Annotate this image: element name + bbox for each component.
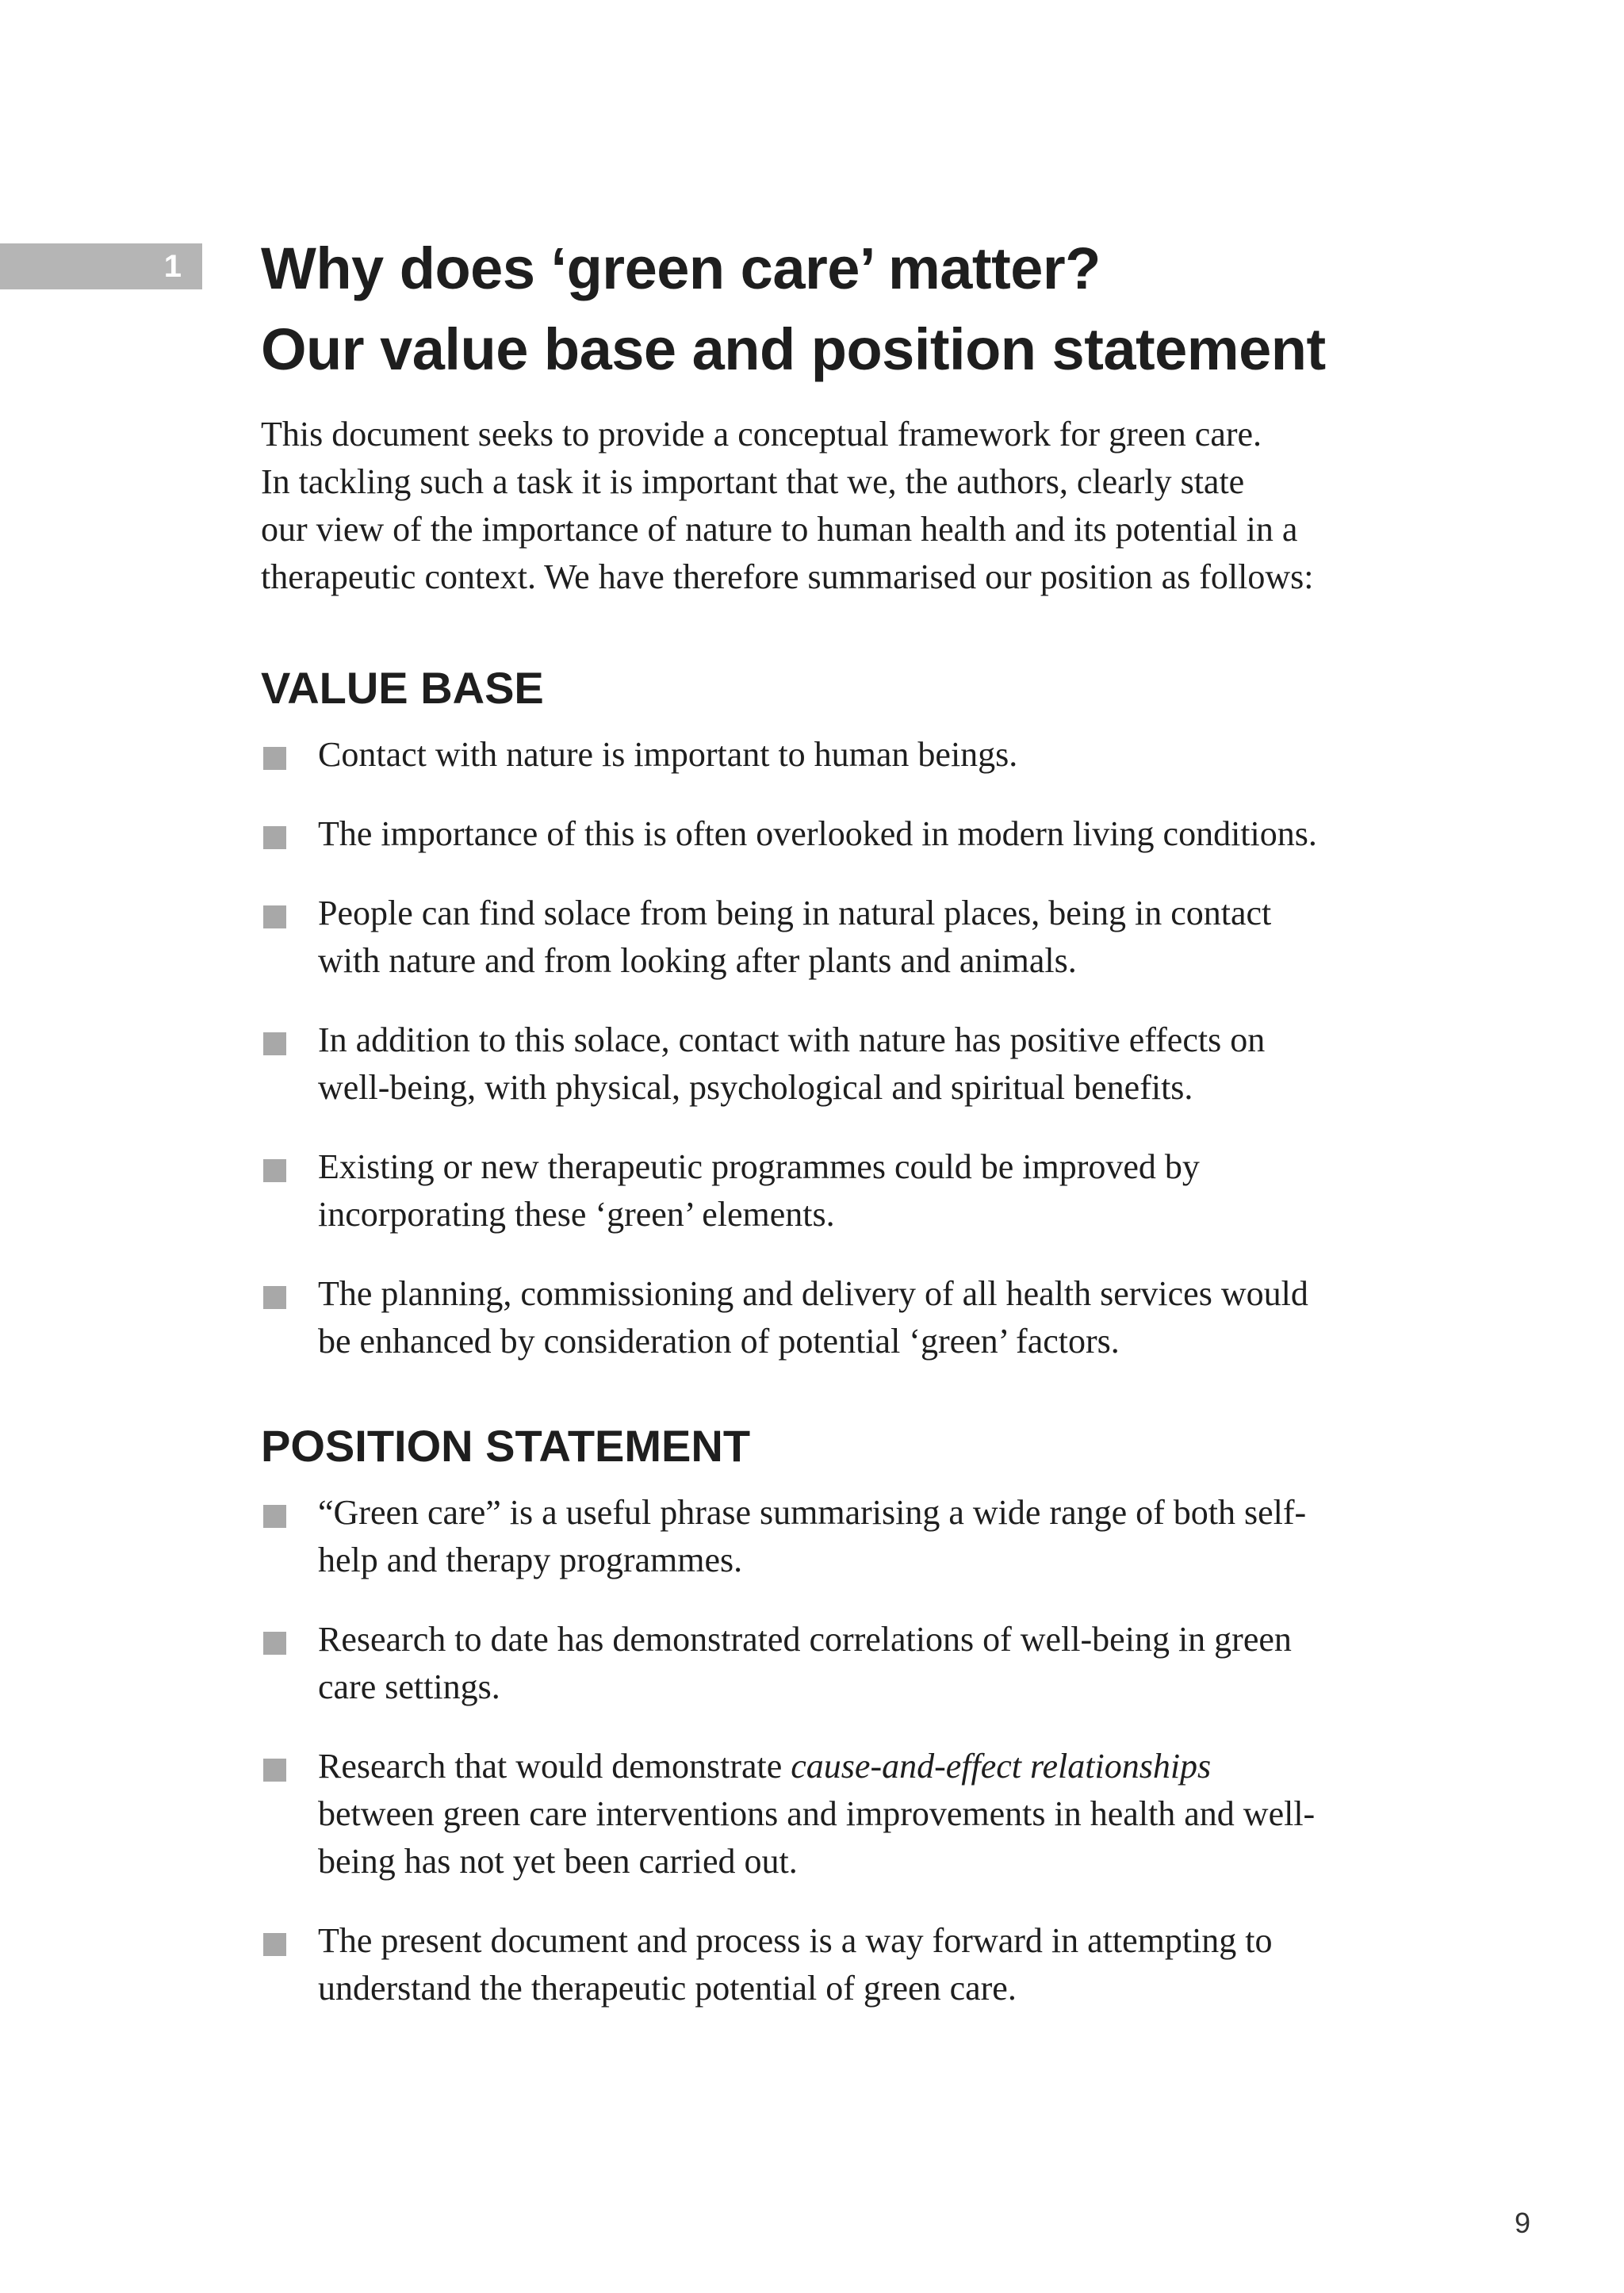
list-item-line: with nature and from looking after plants and animals. — [318, 941, 1077, 980]
intro-line: our view of the importance of nature to human health and its potential in a — [261, 510, 1298, 549]
intro-line: This document seeks to provide a conceptual framework for green care. — [261, 415, 1262, 454]
bullet-square-icon — [263, 1933, 286, 1956]
chapter-tab — [0, 243, 202, 289]
list-item-line: The importance of this is often overlooked in modern living conditions. — [318, 814, 1317, 853]
list-item-line: The present document and process is a way forward in attempting to — [318, 1921, 1273, 1960]
page-title-line-2: Our value base and position statement — [261, 316, 1326, 382]
list-item-line: understand the therapeutic potential of green care. — [318, 1969, 1017, 2008]
list-item — [261, 731, 1403, 779]
list-item-text — [318, 731, 1403, 779]
list-item — [261, 810, 1403, 858]
list-item-line: between green care interventions and improvements in health and well- — [318, 1794, 1316, 1833]
page-content — [261, 228, 1403, 2012]
list-item-line: In addition to this solace, contact with nature has positive effects on — [318, 1020, 1266, 1059]
page-number: 9 — [1514, 2207, 1530, 2239]
list-item — [261, 1016, 1403, 1112]
list-item-line: help and therapy programmes. — [318, 1541, 743, 1579]
list-item — [261, 890, 1403, 985]
list-item-line: incorporating these ‘green’ elements. — [318, 1195, 835, 1234]
intro-line: therapeutic context. We have therefore summarised our position as follows: — [261, 557, 1314, 596]
list-item-text — [318, 1616, 1403, 1711]
list-item-line — [318, 1743, 1403, 1790]
list-item-line: being has not yet been carried out. — [318, 1842, 798, 1881]
bullet-square-icon — [263, 1286, 286, 1309]
list-item-text — [318, 1743, 1403, 1885]
list-item — [261, 1489, 1403, 1584]
list-item-text — [318, 1489, 1403, 1584]
list-item — [261, 1616, 1403, 1711]
list-item-text — [318, 890, 1403, 985]
list-item — [261, 1917, 1403, 2012]
list-item-text — [318, 1143, 1403, 1238]
bullet-square-icon — [263, 1159, 286, 1182]
list-item-line: be enhanced by consideration of potential ‘green’ factors. — [318, 1322, 1120, 1361]
list-item — [261, 1270, 1403, 1365]
bullet-square-icon — [263, 1759, 286, 1782]
list-item-line: “Green care” is a useful phrase summarising a wide range of both self- — [318, 1493, 1307, 1532]
list-item — [261, 1743, 1403, 1885]
list-item-text-run: Research that would demonstrate — [318, 1747, 791, 1786]
bullet-square-icon — [263, 1505, 286, 1528]
list-item-line: Research to date has demonstrated correlations of well-being in green — [318, 1620, 1292, 1659]
list-item-text — [318, 1917, 1403, 2012]
intro-line: In tackling such a task it is important that we, the authors, clearly state — [261, 462, 1245, 501]
position-statement-heading: POSITION STATEMENT — [261, 1421, 751, 1471]
list-item-line: The planning, commissioning and delivery of all health services would — [318, 1274, 1308, 1313]
page-title — [261, 228, 1403, 390]
list-item-line: care settings. — [318, 1667, 500, 1706]
bullet-square-icon — [263, 1632, 286, 1655]
list-item-line: People can find solace from being in natural places, being in contact — [318, 894, 1272, 932]
bullet-square-icon — [263, 747, 286, 770]
bullet-square-icon — [263, 905, 286, 928]
list-item-text — [318, 1270, 1403, 1365]
list-item-text — [318, 1016, 1403, 1112]
list-item-text — [318, 810, 1403, 858]
list-item — [261, 1143, 1403, 1238]
page-title-line-1: Why does ‘green care’ matter? — [261, 235, 1101, 301]
chapter-number: 1 — [163, 249, 182, 284]
value-base-heading: VALUE BASE — [261, 663, 544, 713]
list-item-line: well-being, with physical, psychological and spiritual benefits. — [318, 1068, 1193, 1107]
value-base-list — [261, 731, 1403, 1365]
emphasis-text: cause-and-effect relationships — [791, 1747, 1212, 1786]
intro-paragraph — [261, 411, 1403, 601]
position-statement-list — [261, 1489, 1403, 2012]
bullet-square-icon — [263, 1032, 286, 1055]
bullet-square-icon — [263, 826, 286, 849]
list-item-line: Contact with nature is important to human beings. — [318, 735, 1018, 774]
list-item-line: Existing or new therapeutic programmes could be improved by — [318, 1147, 1200, 1186]
